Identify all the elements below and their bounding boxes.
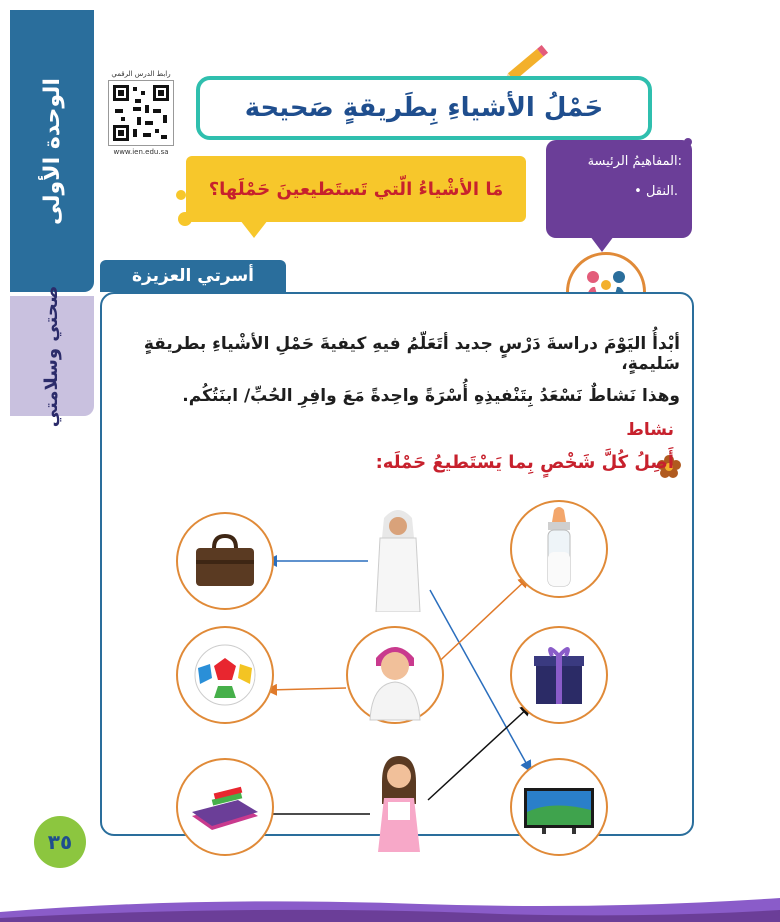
- key-concept-item: • النقل.: [634, 184, 678, 199]
- bag-image[interactable]: [176, 512, 274, 610]
- page-number: ٣٥: [47, 830, 73, 854]
- intro-line: وهذا نَشاطٌ نَسْعَدُ بِتَنْفيذِهِ أُسْرَةً واحِدةً مَعَ وافِرِ الحُبِّ/ ابنَتُكُم.: [182, 386, 680, 406]
- chapter-label: صحتي وسلامتي: [41, 285, 63, 427]
- man-image[interactable]: [368, 504, 428, 612]
- tv-image[interactable]: [510, 758, 608, 856]
- intro-line: أبْدأُ اليَوْمَ دراسةَ دَرْسٍ جديد أتَعَلّمُ فيهِ كيفيةَ حَمْلِ الأشْياءِ بطريقةٍ سَليمةٍ،: [143, 334, 680, 374]
- section-tab-label: أسرتي العزيزة: [132, 266, 254, 286]
- activity-instruction: أَصِلُ كُلَّ شَخْصٍ بِما يَسْتَطيعُ حَمْلَه:: [375, 452, 674, 473]
- unit-label: الوحدة الأولى: [39, 77, 65, 225]
- key-concepts-heading: المفاهيمُ الرئيسة:: [587, 154, 682, 169]
- girl-image[interactable]: [368, 752, 430, 854]
- baby-bottle-image[interactable]: [510, 500, 608, 598]
- footer-wave: [0, 892, 780, 922]
- ball-image[interactable]: [176, 626, 274, 724]
- boy-image[interactable]: [346, 626, 444, 724]
- activity-label: نشاط: [626, 420, 674, 440]
- gift-box-image[interactable]: [510, 626, 608, 724]
- qr-site: www.ien.edu.sa: [113, 148, 169, 156]
- qr-caption: رابط الدرس الرقمي: [111, 70, 171, 78]
- page-number-badge: [34, 816, 86, 868]
- lesson-question: مَا الأشْياءُ الّتي تَستَطيعينَ حَمْلَها؟: [208, 178, 504, 200]
- notebooks-image[interactable]: [176, 758, 274, 856]
- line-boy-to-ball: [268, 688, 346, 690]
- lesson-title: حَمْلُ الأشياءِ بِطَريقةٍ صَحيحة: [244, 93, 604, 123]
